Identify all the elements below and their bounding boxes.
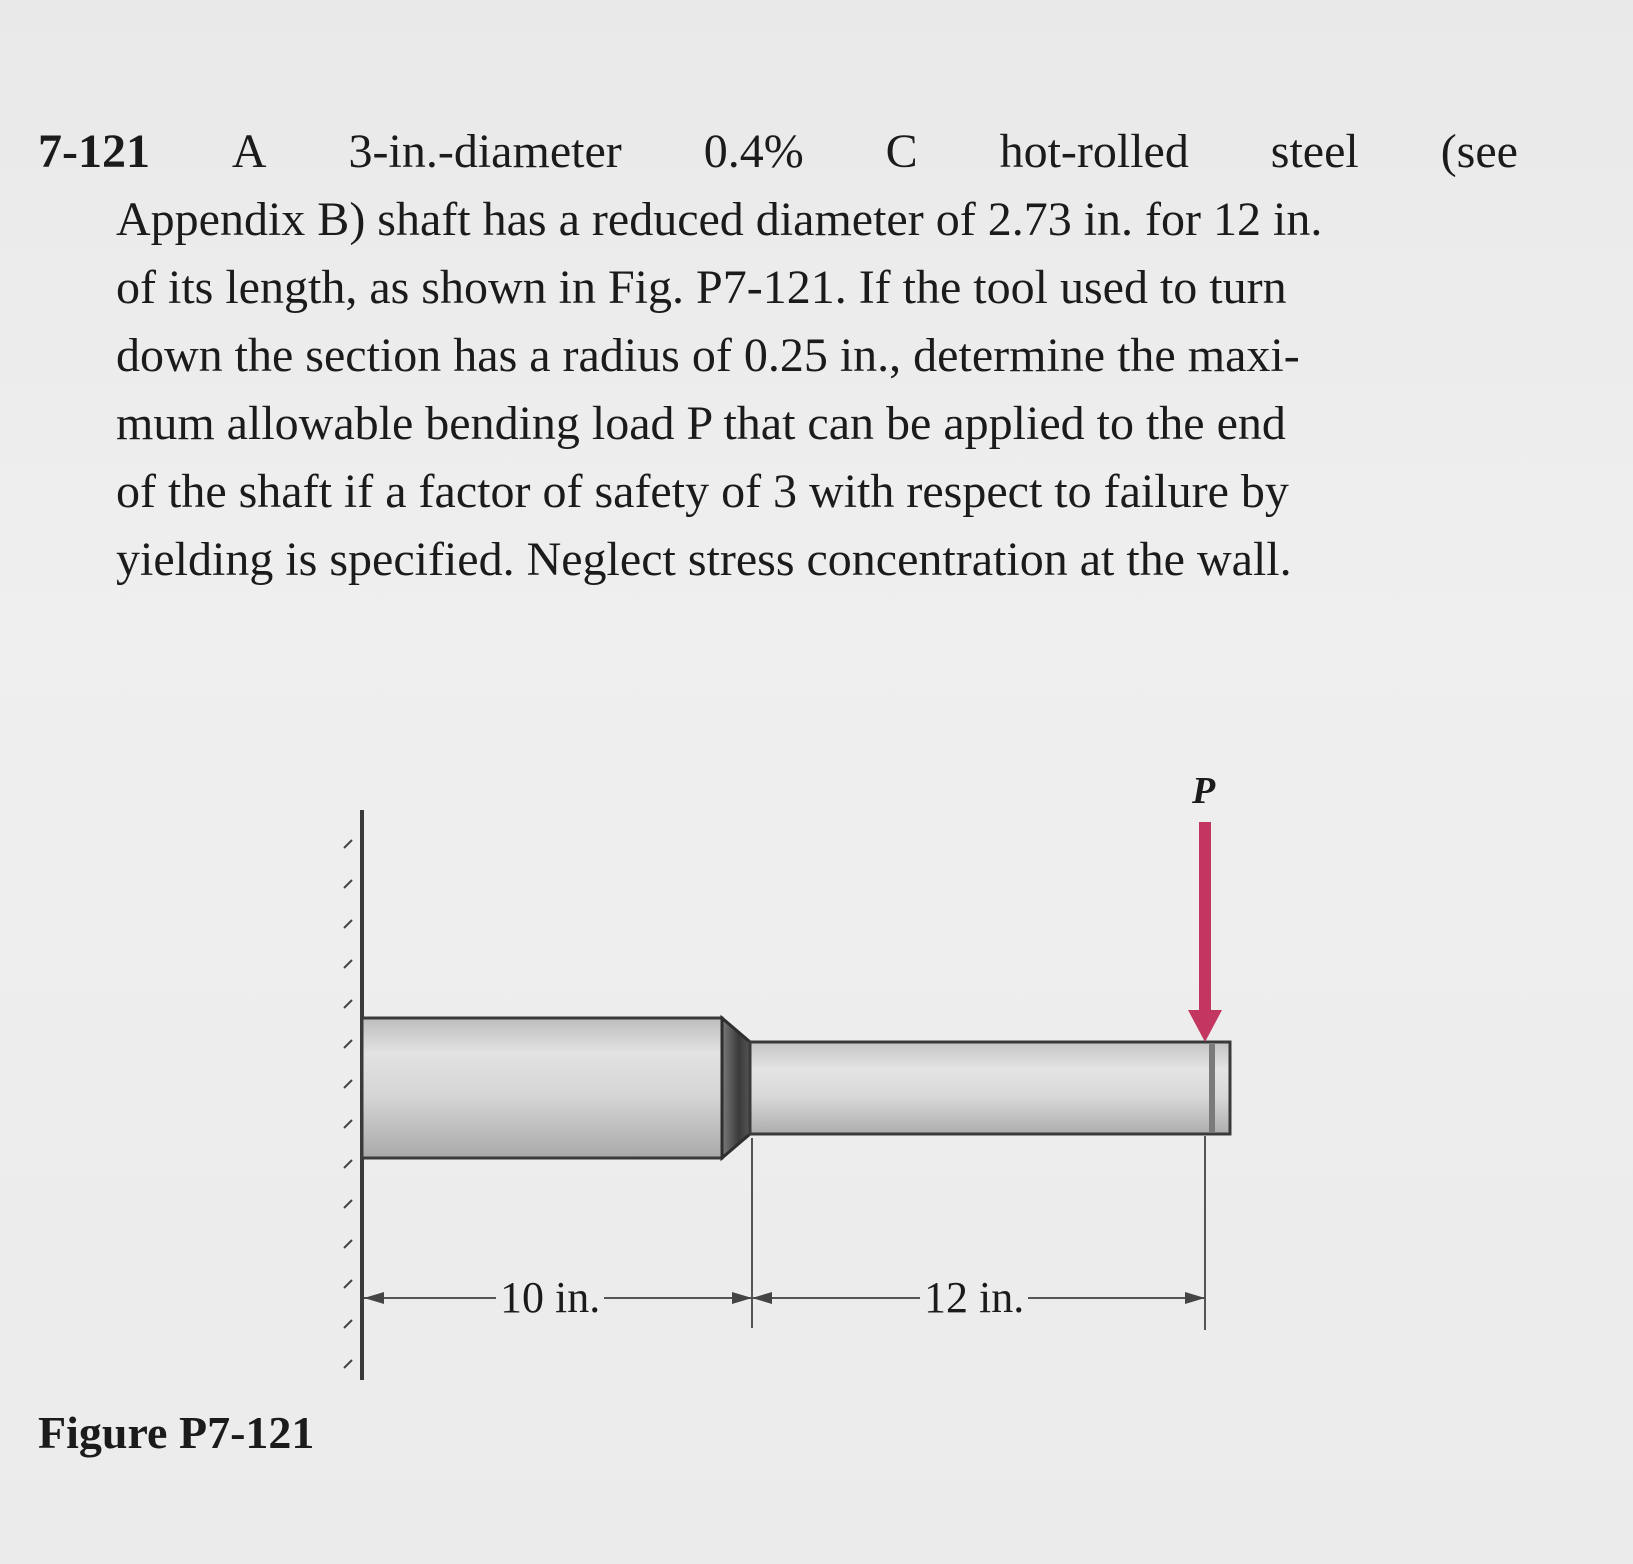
- load-label: P: [1192, 770, 1216, 812]
- problem-line-6: [38, 458, 1518, 526]
- dimension-label-12-in: 12 in.: [920, 1276, 1028, 1320]
- word: 3-in.-diameter: [348, 125, 622, 178]
- problem-line-7: [38, 526, 1518, 594]
- line-text: yielding is specified. Neglect stress concentration at the wall.: [116, 533, 1292, 586]
- figure-caption: Figure P7-121: [38, 1407, 315, 1458]
- line-text: Appendix B) shaft has a reduced diameter of 2.73 in. for 12 in.: [116, 193, 1323, 246]
- dimension-label-10-in: 10 in.: [496, 1276, 604, 1320]
- word: hot-rolled: [999, 125, 1189, 178]
- line-text: mum allowable bending load P that can be applied to the end: [116, 397, 1286, 450]
- problem-line-2: [38, 186, 1518, 254]
- problem-line-3: [38, 254, 1518, 322]
- word: 0.4%: [703, 125, 804, 178]
- word: steel: [1270, 125, 1359, 178]
- problem-statement: [38, 118, 1518, 594]
- shaft-fillet: [722, 1018, 750, 1158]
- word: A: [231, 125, 267, 178]
- figure-p7-121: [0, 760, 1633, 1520]
- fixed-wall: [344, 810, 362, 1380]
- problem-line-4: [38, 322, 1518, 390]
- problem-line-5: [38, 390, 1518, 458]
- reduced-shaft-section: [750, 1042, 1230, 1134]
- load-arrow: [1188, 822, 1222, 1042]
- shaft-diagram: [0, 760, 1633, 1400]
- problem-number: 7-121: [38, 125, 150, 178]
- large-shaft-section: [362, 1018, 722, 1158]
- line-text: down the section has a radius of 0.25 in., determine the maxi-: [116, 329, 1300, 382]
- problem-line-1: [38, 118, 1518, 186]
- word: C: [885, 125, 918, 178]
- word: (see: [1440, 125, 1518, 178]
- line-text: of its length, as shown in Fig. P7-121. If the tool used to turn: [116, 261, 1287, 314]
- line-text: of the shaft if a factor of safety of 3 with respect to failure by: [116, 465, 1289, 518]
